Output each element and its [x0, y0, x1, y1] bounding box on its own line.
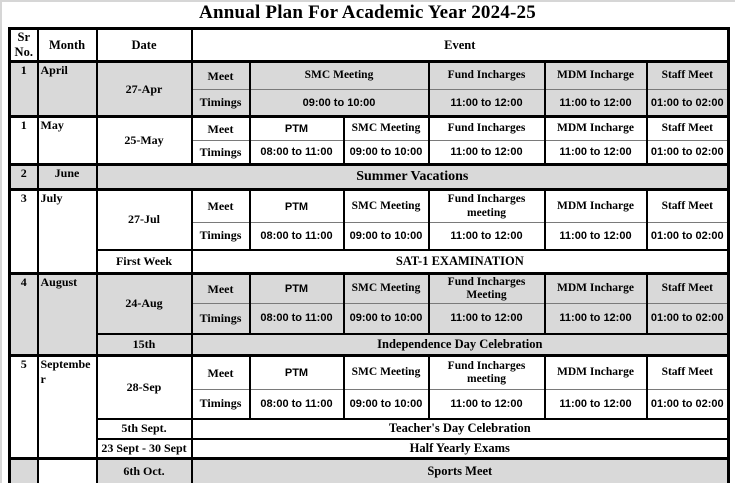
event-time-cell: 11:00 to 12:00: [429, 90, 545, 117]
event-name-cell: MDM Incharge: [545, 356, 647, 390]
meet-label-cell: Meet: [192, 190, 250, 223]
date-cell: 27-Jul: [97, 190, 192, 250]
event-time-cell: 01:00 to 02:00: [647, 304, 729, 334]
event-name-cell: Fund Incharges meeting: [429, 356, 545, 390]
july-meet-row: [10, 190, 729, 223]
august-extra-row: [10, 334, 729, 356]
event-name-cell: SMC Meeting: [344, 356, 429, 390]
month-cell: May: [38, 117, 97, 165]
timings-label-cell: Timings: [192, 304, 250, 334]
event-time-cell: 09:00 to 10:00: [344, 390, 429, 419]
event-time-cell: 01:00 to 02:00: [647, 390, 729, 419]
event-name-cell: SMC Meeting: [250, 62, 429, 90]
sr-cell: 1: [10, 117, 38, 165]
event-name-cell: MDM Incharge: [545, 62, 647, 90]
sr-cell: 2: [10, 165, 38, 190]
event-name-cell: Fund Incharges Meeting: [429, 274, 545, 304]
sr-cell: 5: [10, 356, 38, 459]
special-event-cell: Independence Day Celebration: [192, 334, 729, 356]
col-header-event: Event: [192, 29, 729, 62]
month-cell: June: [38, 165, 97, 190]
month-cell: August: [38, 274, 97, 356]
event-time-cell: 11:00 to 12:00: [429, 223, 545, 250]
september-extra-row-1: [10, 419, 729, 439]
event-time-cell: 11:00 to 12:00: [545, 390, 647, 419]
event-name-cell: PTM: [250, 190, 344, 223]
col-header-date: Date: [97, 29, 192, 62]
july-extra-row: [10, 250, 729, 274]
month-cell: July: [38, 190, 97, 274]
event-time-cell: 09:00 to 10:00: [344, 141, 429, 165]
meet-label-cell: Meet: [192, 117, 250, 141]
timings-label-cell: Timings: [192, 223, 250, 250]
event-name-cell: Fund Incharges meeting: [429, 190, 545, 223]
timings-label-cell: Timings: [192, 141, 250, 165]
may-meet-row: [10, 117, 729, 141]
event-time-cell: 11:00 to 12:00: [429, 304, 545, 334]
meet-label-cell: Meet: [192, 274, 250, 304]
date-cell: First Week: [97, 250, 192, 274]
event-name-cell: PTM: [250, 356, 344, 390]
date-cell: 27-Apr: [97, 62, 192, 117]
date-cell: 15th: [97, 334, 192, 356]
meet-label-cell: Meet: [192, 356, 250, 390]
event-time-cell: 01:00 to 02:00: [647, 90, 729, 117]
event-name-cell: MDM Incharge: [545, 190, 647, 223]
event-name-cell: PTM: [250, 117, 344, 141]
date-cell: 28-Sep: [97, 356, 192, 419]
event-time-cell: 11:00 to 12:00: [429, 390, 545, 419]
special-event-cell: Sports Meet: [192, 459, 729, 483]
col-header-sr: Sr No.: [10, 29, 38, 62]
sr-cell: [10, 459, 38, 483]
event-name-cell: Staff Meet: [647, 62, 729, 90]
september-extra-row-2: [10, 439, 729, 459]
event-name-cell: Staff Meet: [647, 356, 729, 390]
header-row: [10, 29, 729, 62]
annual-plan-table: [8, 27, 730, 483]
timings-label-cell: Timings: [192, 90, 250, 117]
event-time-cell: 01:00 to 02:00: [647, 223, 729, 250]
col-header-month: Month: [38, 29, 97, 62]
event-time-cell: 01:00 to 02:00: [647, 141, 729, 165]
special-event-cell: SAT-1 EXAMINATION: [192, 250, 729, 274]
sr-cell: 1: [10, 62, 38, 117]
timings-label-cell: Timings: [192, 390, 250, 419]
sr-cell: 4: [10, 274, 38, 356]
september-meet-row: [10, 356, 729, 390]
event-name-cell: SMC Meeting: [344, 190, 429, 223]
event-time-cell: 11:00 to 12:00: [429, 141, 545, 165]
event-time-cell: 11:00 to 12:00: [545, 304, 647, 334]
event-name-cell: SMC Meeting: [344, 274, 429, 304]
april-meet-row: [10, 62, 729, 90]
event-name-cell: Fund Incharges: [429, 117, 545, 141]
event-time-cell: 11:00 to 12:00: [545, 223, 647, 250]
event-name-cell: Staff Meet: [647, 274, 729, 304]
event-time-cell: 09:00 to 10:00: [344, 304, 429, 334]
special-event-cell: Teacher's Day Celebration: [192, 419, 729, 439]
event-time-cell: 11:00 to 12:00: [545, 141, 647, 165]
month-cell: April: [38, 62, 97, 117]
event-time-cell: 09:00 to 10:00: [344, 223, 429, 250]
event-time-cell: 11:00 to 12:00: [545, 90, 647, 117]
august-meet-row: [10, 274, 729, 304]
event-time-cell: 09:00 to 10:00: [250, 90, 429, 117]
page-title: Annual Plan For Academic Year 2024-25: [199, 2, 536, 23]
october-row: [10, 459, 729, 483]
date-cell: 6th Oct.: [97, 459, 192, 483]
event-name-cell: Fund Incharges: [429, 62, 545, 90]
event-name-cell: Staff Meet: [647, 190, 729, 223]
event-name-cell: MDM Incharge: [545, 274, 647, 304]
event-time-cell: 08:00 to 11:00: [250, 304, 344, 334]
special-event-cell: Half Yearly Exams: [192, 439, 729, 459]
meet-label-cell: Meet: [192, 62, 250, 90]
special-event-cell: Summer Vacations: [97, 165, 729, 190]
date-cell: 5th Sept.: [97, 419, 192, 439]
june-row: [10, 165, 729, 190]
sr-cell: 3: [10, 190, 38, 274]
event-name-cell: MDM Incharge: [545, 117, 647, 141]
event-name-cell: PTM: [250, 274, 344, 304]
event-time-cell: 08:00 to 11:00: [250, 390, 344, 419]
event-time-cell: 08:00 to 11:00: [250, 141, 344, 165]
event-name-cell: SMC Meeting: [344, 117, 429, 141]
month-cell: [38, 459, 97, 483]
month-cell: September: [38, 356, 97, 459]
event-name-cell: Staff Meet: [647, 117, 729, 141]
date-cell: 25-May: [97, 117, 192, 165]
event-time-cell: 08:00 to 11:00: [250, 223, 344, 250]
date-cell: 24-Aug: [97, 274, 192, 334]
date-cell: 23 Sept - 30 Sept: [97, 439, 192, 459]
